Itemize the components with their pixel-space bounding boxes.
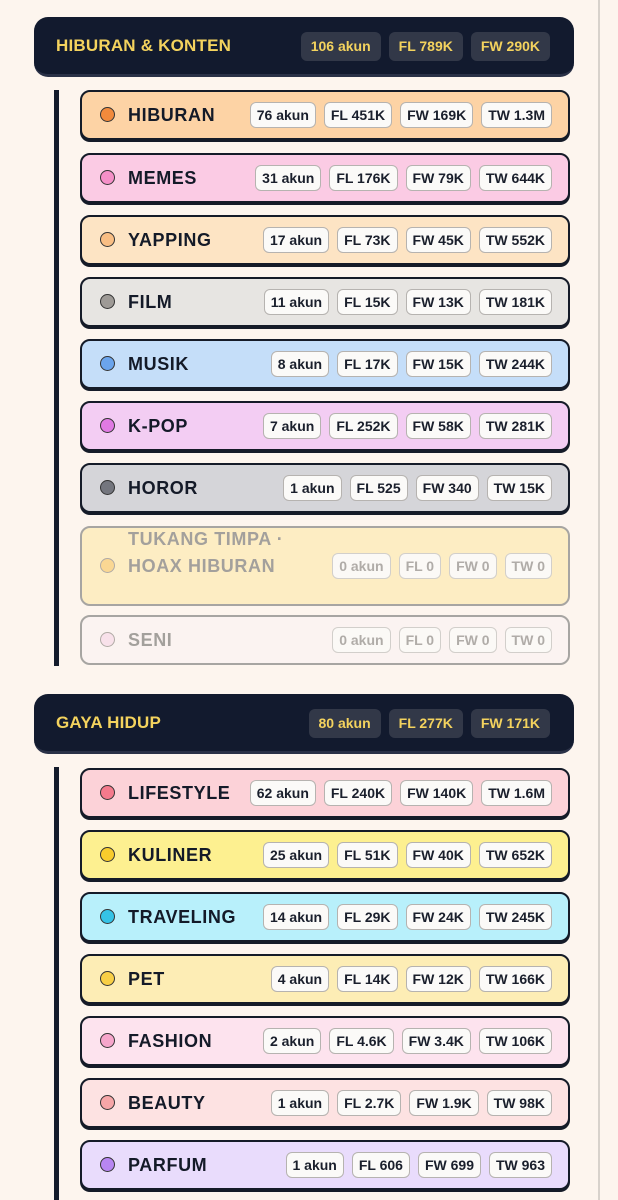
akun-count-pill: 7 akun: [263, 413, 321, 439]
group-followers: FL 789K: [389, 32, 463, 61]
group-header-gaya-hidup[interactable]: [34, 694, 574, 754]
followers-pill: FL 2.7K: [337, 1090, 401, 1116]
akun-count-pill: 25 akun: [263, 842, 329, 868]
tweets-pill: TW 245K: [479, 904, 552, 930]
category-stats: [263, 227, 552, 253]
tweets-pill: TW 181K: [479, 289, 552, 315]
tweets-pill: TW 963: [489, 1152, 552, 1178]
category-row-traveling[interactable]: [80, 892, 570, 942]
following-pill: FW 45K: [406, 227, 471, 253]
category-label: PET: [128, 969, 165, 989]
followers-pill: FL 451K: [324, 102, 392, 128]
akun-count-pill: 2 akun: [263, 1028, 321, 1054]
followers-pill: FL 51K: [337, 842, 397, 868]
group-following: FW 171K: [471, 709, 550, 738]
category-stats: [263, 1028, 552, 1054]
followers-pill: FL 606: [352, 1152, 410, 1178]
tweets-pill: TW 15K: [487, 475, 552, 501]
category-row-musik[interactable]: [80, 339, 570, 389]
category-stats: [264, 289, 552, 315]
category-label: SENI: [128, 630, 173, 650]
category-row-seni[interactable]: [80, 615, 570, 665]
category-row-fashion[interactable]: [80, 1016, 570, 1066]
category-stats: [332, 553, 552, 579]
group-stats: [309, 709, 550, 738]
category-label: HOROR: [128, 478, 198, 498]
group-following: FW 290K: [471, 32, 550, 61]
category-stats: [263, 904, 552, 930]
group-title: GAYA HIDUP: [56, 713, 161, 732]
group-title: HIBURAN & KONTEN: [56, 36, 232, 55]
color-dot-icon: [100, 1033, 115, 1048]
akun-count-pill: 0 akun: [332, 627, 390, 653]
akun-count-pill: 0 akun: [332, 553, 390, 579]
following-pill: FW 40K: [406, 842, 471, 868]
category-stats: [271, 1090, 552, 1116]
category-stats: [332, 627, 552, 653]
following-pill: FW 15K: [406, 351, 471, 377]
group-akun-count: 106 akun: [301, 32, 381, 61]
color-dot-icon: [100, 356, 115, 371]
akun-count-pill: 1 akun: [271, 1090, 329, 1116]
tweets-pill: TW 244K: [479, 351, 552, 377]
following-pill: FW 169K: [400, 102, 473, 128]
category-stats: [263, 842, 552, 868]
color-dot-icon: [100, 1095, 115, 1110]
category-stats: [271, 966, 552, 992]
following-pill: FW 699: [418, 1152, 481, 1178]
color-dot-icon: [100, 480, 115, 495]
category-label: MEMES: [128, 168, 198, 188]
followers-pill: FL 4.6K: [329, 1028, 393, 1054]
akun-count-pill: 17 akun: [263, 227, 329, 253]
tweets-pill: TW 166K: [479, 966, 552, 992]
akun-count-pill: 8 akun: [271, 351, 329, 377]
category-row-beauty[interactable]: [80, 1078, 570, 1128]
category-label: K-POP: [128, 416, 189, 436]
category-label: YAPPING: [128, 230, 212, 250]
category-row-tukang-timpa-hoax-hiburan[interactable]: [80, 526, 570, 606]
category-row-pet[interactable]: [80, 954, 570, 1004]
color-dot-icon: [100, 170, 115, 185]
tweets-pill: TW 0: [505, 553, 552, 579]
followers-pill: FL 29K: [337, 904, 397, 930]
followers-pill: FL 176K: [329, 165, 397, 191]
group-connector-line: [54, 90, 59, 666]
category-row-lifestyle[interactable]: [80, 768, 570, 818]
category-row-k-pop[interactable]: [80, 401, 570, 451]
tweets-pill: TW 652K: [479, 842, 552, 868]
tweets-pill: TW 98K: [487, 1090, 552, 1116]
category-label: FASHION: [128, 1031, 213, 1051]
akun-count-pill: 31 akun: [255, 165, 321, 191]
category-stats: [250, 102, 552, 128]
category-row-film[interactable]: [80, 277, 570, 327]
followers-pill: FL 252K: [329, 413, 397, 439]
category-row-yapping[interactable]: [80, 215, 570, 265]
tweets-pill: TW 1.6M: [481, 780, 552, 806]
color-dot-icon: [100, 847, 115, 862]
followers-pill: FL 73K: [337, 227, 397, 253]
category-label: KULINER: [128, 845, 213, 865]
category-stats: [250, 780, 552, 806]
akun-count-pill: 1 akun: [283, 475, 341, 501]
tweets-pill: TW 0: [505, 627, 552, 653]
followers-pill: FL 525: [350, 475, 408, 501]
following-pill: FW 58K: [406, 413, 471, 439]
group-connector-line: [54, 767, 59, 1200]
category-stats: [263, 413, 552, 439]
following-pill: FW 24K: [406, 904, 471, 930]
tweets-pill: TW 644K: [479, 165, 552, 191]
color-dot-icon: [100, 558, 115, 573]
following-pill: FW 340: [416, 475, 479, 501]
following-pill: FW 0: [449, 553, 496, 579]
category-row-memes[interactable]: [80, 153, 570, 203]
group-followers: FL 277K: [389, 709, 463, 738]
following-pill: FW 12K: [406, 966, 471, 992]
followers-pill: FL 0: [399, 627, 442, 653]
category-stats: [283, 475, 552, 501]
following-pill: FW 1.9K: [409, 1090, 478, 1116]
category-label: HIBURAN: [128, 105, 216, 125]
following-pill: FW 13K: [406, 289, 471, 315]
color-dot-icon: [100, 1157, 115, 1172]
color-dot-icon: [100, 418, 115, 433]
color-dot-icon: [100, 971, 115, 986]
tweets-pill: TW 552K: [479, 227, 552, 253]
following-pill: FW 79K: [406, 165, 471, 191]
followers-pill: FL 14K: [337, 966, 397, 992]
category-row-hiburan[interactable]: [80, 90, 570, 140]
group-header-hiburan-konten[interactable]: [34, 17, 574, 77]
scrollbar-track[interactable]: [598, 0, 600, 1200]
group-stats: [301, 32, 550, 61]
category-label: BEAUTY: [128, 1093, 206, 1113]
category-row-parfum[interactable]: [80, 1140, 570, 1190]
category-stats: [286, 1152, 553, 1178]
followers-pill: FL 0: [399, 553, 442, 579]
following-pill: FW 0: [449, 627, 496, 653]
tweets-pill: TW 281K: [479, 413, 552, 439]
group-akun-count: 80 akun: [309, 709, 381, 738]
followers-pill: FL 240K: [324, 780, 392, 806]
akun-count-pill: 14 akun: [263, 904, 329, 930]
following-pill: FW 3.4K: [402, 1028, 471, 1054]
category-row-horor[interactable]: [80, 463, 570, 513]
category-row-kuliner[interactable]: [80, 830, 570, 880]
akun-count-pill: 1 akun: [286, 1152, 344, 1178]
akun-count-pill: 11 akun: [264, 289, 329, 315]
color-dot-icon: [100, 785, 115, 800]
color-dot-icon: [100, 632, 115, 647]
color-dot-icon: [100, 232, 115, 247]
category-stats: [255, 165, 552, 191]
category-label: LIFESTYLE: [128, 783, 231, 803]
following-pill: FW 140K: [400, 780, 473, 806]
tweets-pill: TW 1.3M: [481, 102, 552, 128]
category-label: FILM: [128, 292, 173, 312]
followers-pill: FL 15K: [337, 289, 397, 315]
tweets-pill: TW 106K: [479, 1028, 552, 1054]
category-label: MUSIK: [128, 354, 189, 374]
color-dot-icon: [100, 107, 115, 122]
akun-count-pill: 4 akun: [271, 966, 329, 992]
category-label: TRAVELING: [128, 907, 237, 927]
category-stats: [271, 351, 552, 377]
category-label: TUKANG TIMPA · HOAX HIBURAN: [128, 529, 284, 576]
category-label: PARFUM: [128, 1155, 208, 1175]
followers-pill: FL 17K: [337, 351, 397, 377]
akun-count-pill: 76 akun: [250, 102, 316, 128]
color-dot-icon: [100, 909, 115, 924]
color-dot-icon: [100, 294, 115, 309]
akun-count-pill: 62 akun: [250, 780, 316, 806]
